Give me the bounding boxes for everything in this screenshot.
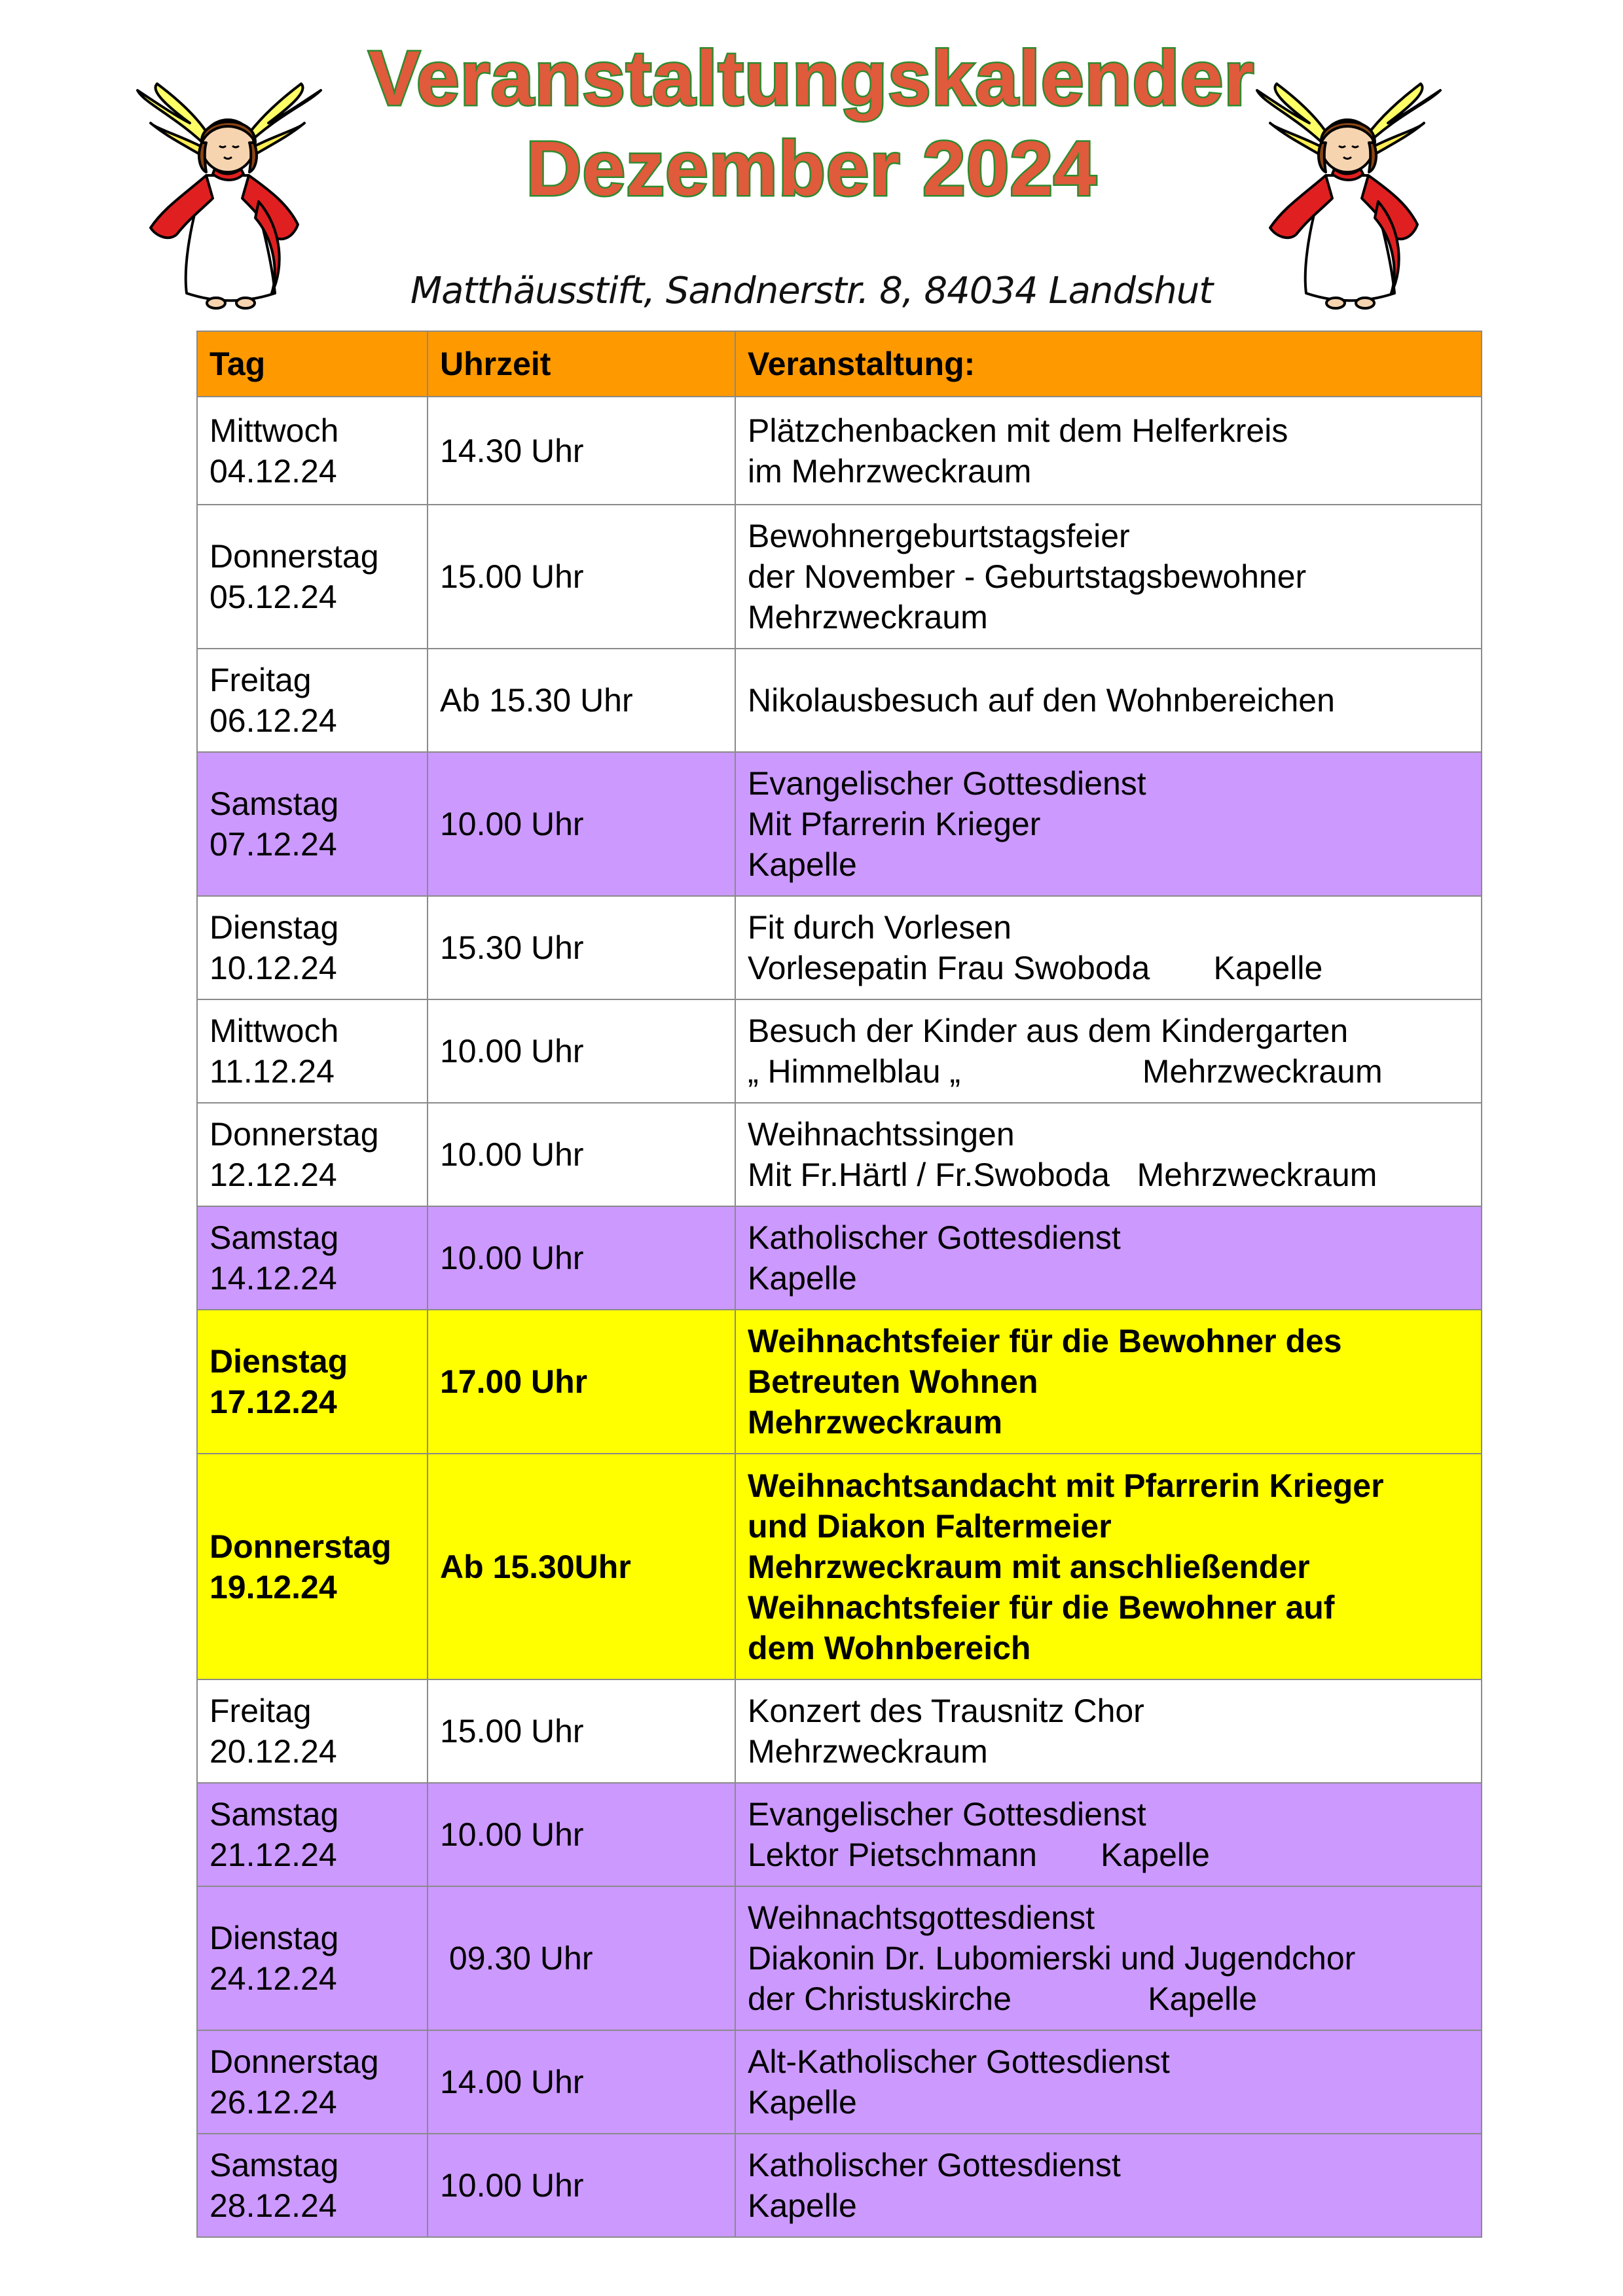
weekday-label: Dienstag <box>210 1343 348 1380</box>
event-line: und Diakon Faltermeier <box>748 1507 1112 1545</box>
time-label: 10.00 Uhr <box>440 2167 584 2204</box>
event-line: Kapelle <box>748 2084 857 2121</box>
weekday-label: Freitag <box>210 662 312 698</box>
day-cell <box>197 896 428 999</box>
event-line: Weihnachtsgottesdienst <box>748 1899 1095 1936</box>
event-line: Bewohnergeburtstagsfeier <box>748 518 1130 554</box>
weekday-label: Mittwoch <box>210 1013 339 1049</box>
table-row <box>197 1206 1482 1310</box>
event-line: Weihnachtssingen <box>748 1116 1015 1153</box>
table-body <box>197 397 1482 2237</box>
weekday-label: Freitag <box>210 1693 312 1729</box>
event-cell <box>735 1783 1482 1886</box>
time-cell <box>428 1310 735 1454</box>
date-label: 19.12.24 <box>210 1568 337 1605</box>
table-row <box>197 1783 1482 1886</box>
time-label: Ab 15.30 Uhr <box>440 682 633 719</box>
day-cell <box>197 2134 428 2237</box>
time-cell <box>428 505 735 649</box>
time-cell <box>428 1103 735 1206</box>
page-title: Veranstaltungskalender <box>368 35 1255 122</box>
table-row <box>197 1454 1482 1679</box>
event-line: Konzert des Trausnitz Chor <box>748 1693 1144 1729</box>
day-cell <box>197 505 428 649</box>
event-cell <box>735 505 1482 649</box>
table-row <box>197 752 1482 896</box>
event-line: Weihnachtsfeier für die Bewohner auf <box>748 1588 1335 1626</box>
time-cell <box>428 1783 735 1886</box>
table-row <box>197 505 1482 649</box>
event-line: Besuch der Kinder aus dem Kindergarten <box>748 1013 1349 1049</box>
event-cell <box>735 1103 1482 1206</box>
event-cell <box>735 1206 1482 1310</box>
event-line: Nikolausbesuch auf den Wohnbereichen <box>748 682 1335 719</box>
time-label: 15.30 Uhr <box>440 929 584 966</box>
event-line: Kapelle <box>748 1260 857 1297</box>
time-label: 10.00 Uhr <box>440 1136 584 1173</box>
date-label: 11.12.24 <box>210 1053 335 1090</box>
header-tag: Tag <box>197 331 428 397</box>
table-row <box>197 649 1482 752</box>
event-cell <box>735 1886 1482 2030</box>
event-cell <box>735 999 1482 1103</box>
day-cell <box>197 999 428 1103</box>
date-label: 26.12.24 <box>210 2084 337 2121</box>
day-cell <box>197 1886 428 2030</box>
event-cell <box>735 649 1482 752</box>
time-cell <box>428 1454 735 1679</box>
event-line: Katholischer Gottesdienst <box>748 2147 1121 2183</box>
event-line: Mehrzweckraum <box>748 1404 1003 1441</box>
event-line: der Christuskirche Kapelle <box>748 1981 1258 2017</box>
event-line: Mehrzweckraum mit anschließender <box>748 1548 1310 1585</box>
event-line: Fit durch Vorlesen <box>748 909 1012 946</box>
date-label: 28.12.24 <box>210 2187 337 2224</box>
time-label: 09.30 Uhr <box>440 1940 593 1977</box>
header-veranstaltung: Veranstaltung: <box>735 331 1482 397</box>
time-cell <box>428 752 735 896</box>
weekday-label: Dienstag <box>210 909 339 946</box>
table-row <box>197 397 1482 505</box>
table-row <box>197 1886 1482 2030</box>
event-line: Betreuten Wohnen <box>748 1363 1038 1400</box>
event-cell <box>735 896 1482 999</box>
day-cell <box>197 752 428 896</box>
time-cell <box>428 1886 735 2030</box>
date-label: 12.12.24 <box>210 1157 337 1193</box>
time-cell <box>428 896 735 999</box>
event-line: Kapelle <box>748 2187 857 2224</box>
date-label: 14.12.24 <box>210 1260 337 1297</box>
table-row <box>197 1679 1482 1783</box>
event-cell <box>735 2030 1482 2134</box>
day-cell <box>197 1310 428 1454</box>
time-cell <box>428 397 735 505</box>
time-label: 14.00 Uhr <box>440 2064 584 2100</box>
weekday-label: Samstag <box>210 1796 339 1833</box>
table-row <box>197 896 1482 999</box>
event-line: Mehrzweckraum <box>748 1733 988 1770</box>
event-cell <box>735 1310 1482 1454</box>
day-cell <box>197 1206 428 1310</box>
date-label: 05.12.24 <box>210 579 337 615</box>
weekday-label: Samstag <box>210 1219 339 1256</box>
event-line: Mehrzweckraum <box>748 599 988 636</box>
day-cell <box>197 1679 428 1783</box>
date-label: 04.12.24 <box>210 452 337 490</box>
table-row <box>197 999 1482 1103</box>
event-calendar-table <box>196 331 1482 2238</box>
date-label: 07.12.24 <box>210 826 337 863</box>
weekday-label: Samstag <box>210 2147 339 2183</box>
event-line: Weihnachtsandacht mit Pfarrerin Krieger <box>748 1467 1384 1504</box>
day-cell <box>197 1103 428 1206</box>
time-cell <box>428 1206 735 1310</box>
day-cell <box>197 649 428 752</box>
event-cell <box>735 1454 1482 1679</box>
time-label: Ab 15.30Uhr <box>440 1548 631 1585</box>
day-cell <box>197 1454 428 1679</box>
weekday-label: Samstag <box>210 785 339 822</box>
event-line: Alt-Katholischer Gottesdienst <box>748 2043 1170 2080</box>
weekday-label: Donnerstag <box>210 1528 392 1565</box>
address-line: Matthäusstift, Sandnerstr. 8, 84034 Landshut <box>410 270 1213 312</box>
event-line: Diakonin Dr. Lubomierski und Jugendchor <box>748 1940 1356 1977</box>
date-label: 24.12.24 <box>210 1960 337 1997</box>
time-label: 15.00 Uhr <box>440 558 584 595</box>
time-cell <box>428 1679 735 1783</box>
time-label: 15.00 Uhr <box>440 1713 584 1749</box>
time-label: 10.00 Uhr <box>440 1240 584 1276</box>
header-uhrzeit: Uhrzeit <box>428 331 735 397</box>
weekday-label: Donnerstag <box>210 538 379 575</box>
event-line: Weihnachtsfeier für die Bewohner des <box>748 1323 1342 1359</box>
event-line: Evangelischer Gottesdienst <box>748 765 1146 802</box>
date-label: 20.12.24 <box>210 1733 337 1770</box>
time-label: 14.30 Uhr <box>440 432 584 469</box>
event-cell <box>735 752 1482 896</box>
day-cell <box>197 397 428 505</box>
table-row <box>197 2134 1482 2237</box>
table-row <box>197 1310 1482 1454</box>
event-line: „ Himmelblau „ Mehrzweckraum <box>748 1053 1383 1090</box>
time-label: 10.00 Uhr <box>440 1816 584 1853</box>
event-line: Mit Pfarrerin Krieger <box>748 806 1041 842</box>
event-line: der November - Geburtstagsbewohner <box>748 558 1307 595</box>
page-subtitle: Dezember 2024 <box>526 126 1097 212</box>
date-label: 21.12.24 <box>210 1837 337 1873</box>
time-cell <box>428 649 735 752</box>
event-line: Kapelle <box>748 846 857 883</box>
weekday-label: Donnerstag <box>210 2043 379 2080</box>
weekday-label: Donnerstag <box>210 1116 379 1153</box>
time-label: 10.00 Uhr <box>440 806 584 842</box>
event-cell <box>735 2134 1482 2237</box>
event-line: im Mehrzweckraum <box>748 452 1032 490</box>
time-cell <box>428 2030 735 2134</box>
day-cell <box>197 2030 428 2134</box>
day-cell <box>197 1783 428 1886</box>
date-label: 06.12.24 <box>210 702 337 739</box>
time-cell <box>428 999 735 1103</box>
date-label: 10.12.24 <box>210 950 337 986</box>
time-cell <box>428 2134 735 2237</box>
weekday-label: Mittwoch <box>210 412 339 449</box>
event-line: Mit Fr.Härtl / Fr.Swoboda Mehrzweckraum <box>748 1157 1377 1193</box>
date-label: 17.12.24 <box>210 1384 337 1420</box>
table-row <box>197 1103 1482 1206</box>
event-line: Evangelischer Gottesdienst <box>748 1796 1146 1833</box>
weekday-label: Dienstag <box>210 1920 339 1956</box>
event-line: Lektor Pietschmann Kapelle <box>748 1837 1210 1873</box>
table-row <box>197 2030 1482 2134</box>
time-label: 10.00 Uhr <box>440 1033 584 1069</box>
time-label: 17.00 Uhr <box>440 1363 588 1400</box>
table-header-row <box>197 331 1482 397</box>
event-cell <box>735 397 1482 505</box>
event-cell <box>735 1679 1482 1783</box>
event-line: Katholischer Gottesdienst <box>748 1219 1121 1256</box>
event-line: dem Wohnbereich <box>748 1629 1031 1666</box>
event-line: Plätzchenbacken mit dem Helferkreis <box>748 412 1288 449</box>
event-line: Vorlesepatin Frau Swoboda Kapelle <box>748 950 1323 986</box>
